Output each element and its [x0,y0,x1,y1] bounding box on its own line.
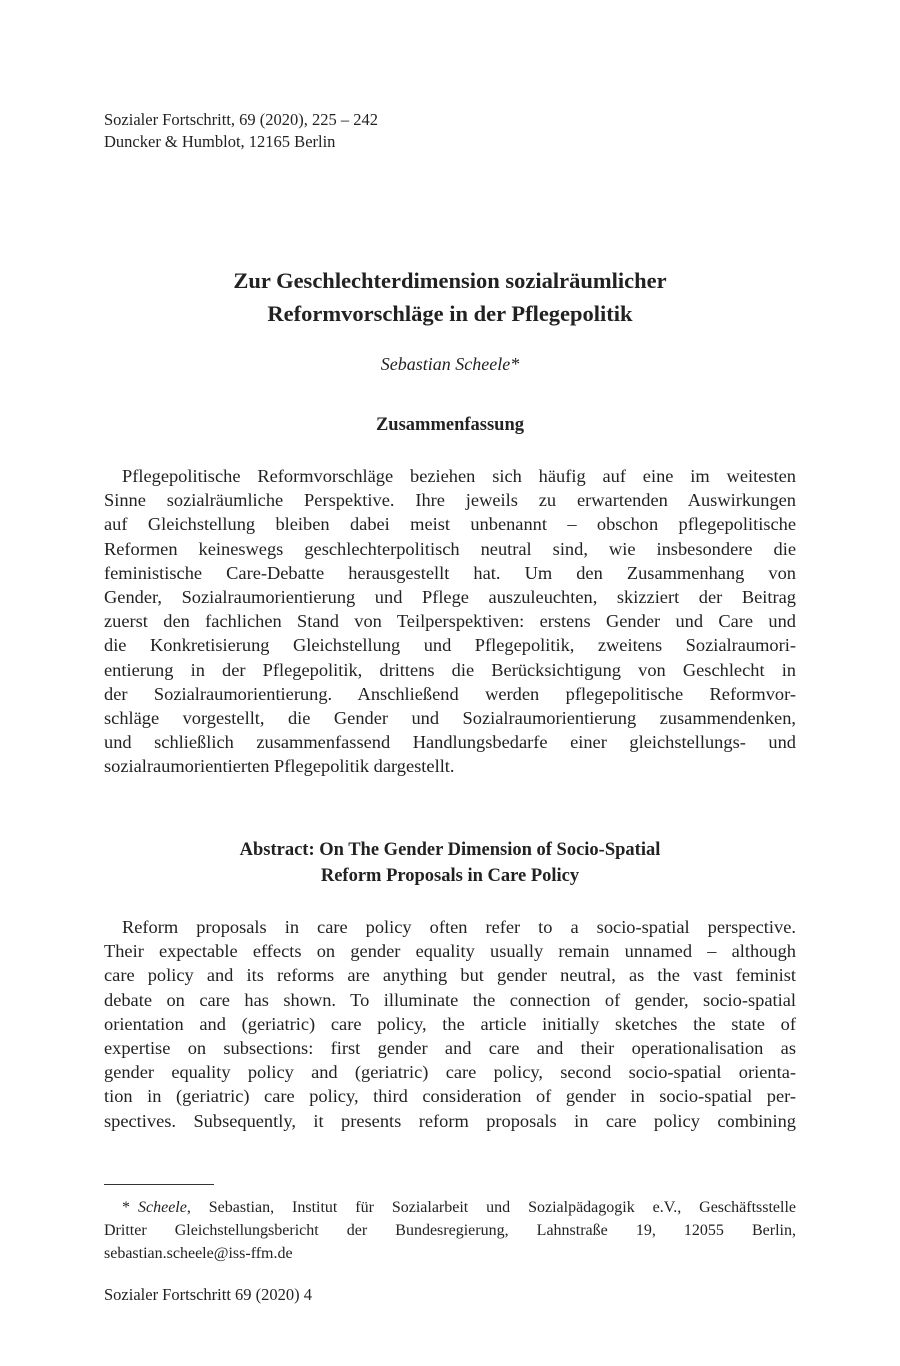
zusammenfassung-heading [104,412,796,438]
text-line: spectives. Subsequently, it presents reform proposals in care policy combining [104,1110,796,1131]
footnote-surname: Scheele [138,1199,187,1216]
text-line: Pflegepolitische Reformvorschläge beziehen sich häufig auf eine im weitesten [122,466,796,486]
text-line: und schließlich zusammenfassend Handlungsbedarfe einer gleichstellungs- und [104,732,796,753]
text-line: entierung in der Pflegepolitik, drittens die Berücksichtigung von Geschlecht in [104,659,796,680]
text-line: expertise on subsections: first gender and care and their operationalisation as [104,1037,796,1058]
publisher-info: Duncker & Humblot, 12165 Berlin [104,132,336,151]
author-footnote [104,1196,796,1265]
text-line: Reform proposals in care policy often refer to a socio-spatial perspective. [122,917,796,937]
text-line: Sinne sozialräumliche Perspektive. Ihre jeweils zu erwartenden Auswirkungen [104,490,796,511]
text-line: care policy and its reforms are anything but gender neutral, as the vast feminist [104,965,796,986]
page-footer: Sozialer Fortschritt 69 (2020) 4 [104,1285,313,1304]
author-name: Sebastian Scheele* [380,354,520,374]
footnote-email: sebastian.scheele@iss-ffm.de [104,1245,293,1262]
text-line: Reformen keineswegs geschlechterpolitisch neutral sind, wie insbesondere die [104,538,796,559]
zusammenfassung-body [104,464,796,778]
article-title [104,264,796,330]
text-line: Their expectable effects on gender equality usually remain unnamed – although [104,941,796,962]
text-line: feministische Care-Debatte herausgestellt hat. Um den Zusammenhang von [104,562,796,583]
footnote-marker: * [122,1199,130,1216]
footnote-line-1 [104,1196,796,1219]
abstract-heading [104,837,796,889]
text-line: debate on care has shown. To illuminate the connection of gender, socio-spatial [104,989,796,1010]
text-line: Gender, Sozialraumorientierung und Pflege auszuleuchten, skizziert der Beitrag [104,586,796,607]
text-line: orientation and (geriatric) care policy, the article initially sketches the state of [104,1013,796,1034]
footnote-separator [104,1184,214,1185]
text-line: die Konkretisierung Gleichstellung und Pflegepolitik, zweitens Sozialraumori- [104,635,796,656]
zusammenfassung-heading-text: Zusammenfassung [375,415,525,435]
text-line: schläge vorgestellt, die Gender und Sozialraumorientierung zusammendenken, [104,707,796,728]
footnote-line-2: Dritter Gleichstellungsbericht der Bundesregierung, Lahnstraße 19, 12055 Berlin, [104,1222,796,1239]
abstract-heading-line-2: Reform Proposals in Care Policy [320,866,580,886]
text-line: der Sozialraumorientierung. Anschließend werden pflegepolitische Reformvor- [104,683,796,704]
abstract-heading-line-1: Abstract: On The Gender Dimension of Socio-Spatial [239,840,661,860]
footnote-affiliation: , Sebastian, Institut für Sozialarbeit und Sozialpädagogik e.V., Geschäftsstelle [186,1199,796,1216]
article-title-line-2: Reformvorschläge in der Pflegepolitik [267,301,633,326]
text-line: auf Gleichstellung bleiben dabei meist unbenannt – obschon pflegepolitische [104,514,796,535]
text-line: tion in (geriatric) care policy, third consideration of gender in socio-spatial per- [104,1086,796,1107]
text-line: gender equality policy and (geriatric) care policy, second socio-spatial orienta- [104,1062,796,1083]
text-line: zuerst den fachlichen Stand von Teilperspektiven: erstens Gender und Care und [104,611,796,632]
article-title-line-1: Zur Geschlechterdimension sozialräumlicher [233,268,667,293]
text-line: sozialraumorientierten Pflegepolitik dargestellt. [104,756,455,777]
journal-citation: Sozialer Fortschritt, 69 (2020), 225 – 242 [104,110,379,129]
abstract-body [104,915,796,1133]
